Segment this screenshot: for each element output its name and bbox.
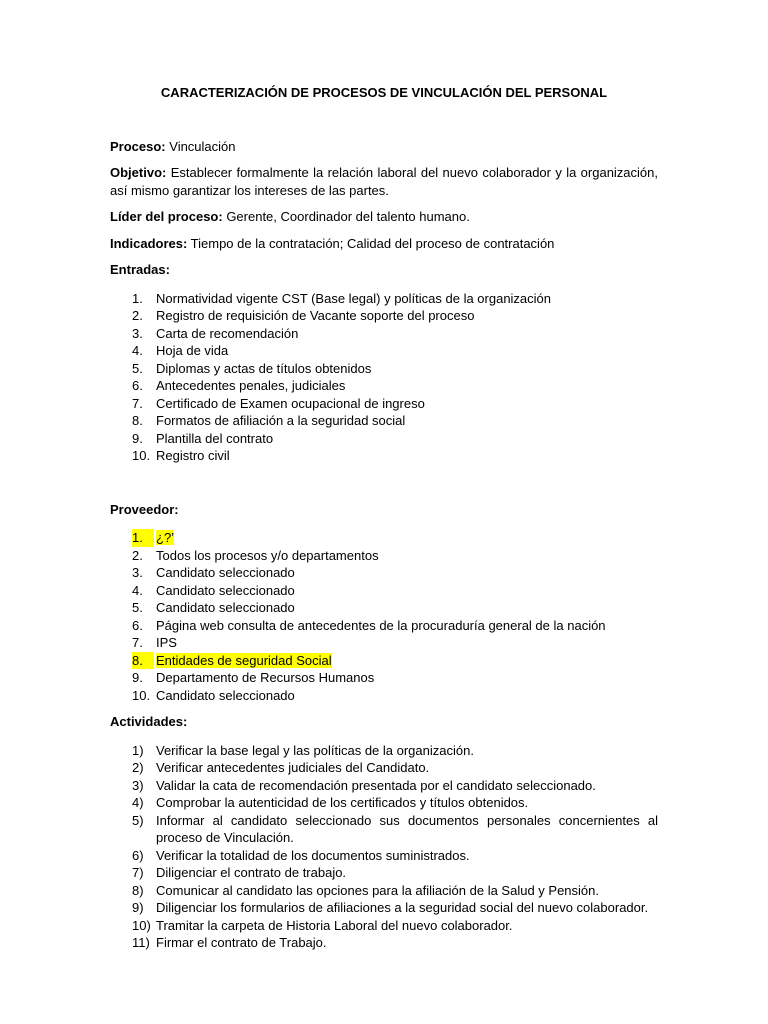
entradas-item-text: Hoja de vida <box>156 343 229 358</box>
proveedor-item-number: 4. <box>132 582 143 598</box>
proveedor-item-text: Todos los procesos y/o departamentos <box>156 547 379 563</box>
actividades-item-number: 2) <box>132 760 144 775</box>
proveedor-item <box>110 529 658 547</box>
entradas-item-number: 4. <box>132 343 143 358</box>
actividades-list <box>110 742 658 952</box>
proveedor-item <box>110 687 658 705</box>
proveedor-item-number: 6. <box>132 617 143 633</box>
spacer <box>110 704 658 713</box>
actividades-item <box>110 882 658 900</box>
entradas-item-text: Antecedentes penales, judiciales <box>156 378 346 393</box>
proveedor-item-number: 9. <box>132 670 143 685</box>
actividades-item <box>110 812 658 847</box>
proveedor-item-text: Departamento de Recursos Humanos <box>156 670 375 685</box>
entradas-item-number: 8. <box>132 413 143 428</box>
proveedor-item <box>110 634 658 652</box>
entradas-heading: Entradas: <box>110 262 170 277</box>
entradas-list <box>110 290 658 465</box>
actividades-item-number: 6) <box>132 847 144 863</box>
entradas-item-number: 9. <box>132 430 143 446</box>
document-title: CARACTERIZACIÓN DE PROCESOS DE VINCULACIÓN DEL PERSONAL <box>160 85 608 100</box>
proveedor-item <box>110 617 658 635</box>
actividades-item-number: 7) <box>132 865 144 880</box>
field-indicadores-value: Tiempo de la contratación; Calidad del proceso de contratación <box>187 235 555 251</box>
actividades-item-text: Informar al candidato seleccionado sus documentos personales concernientes al proceso de Vinculación. <box>156 812 658 845</box>
field-proceso-label: Proceso: <box>110 138 166 154</box>
actividades-item-number: 8) <box>132 882 144 898</box>
entradas-item <box>110 430 658 448</box>
proveedor-item-text: Candidato seleccionado <box>156 582 295 598</box>
actividades-item-text: Tramitar la carpeta de Historia Laboral del nuevo colaborador. <box>156 917 513 933</box>
spacer <box>110 465 658 501</box>
actividades-item-text: Verificar la totalidad de los documentos suministrados. <box>156 847 470 863</box>
actividades-item <box>110 794 658 812</box>
proveedor-item <box>110 652 658 670</box>
actividades-item-number: 10) <box>132 917 151 933</box>
proveedor-item-number: 2. <box>132 547 143 563</box>
entradas-item <box>110 447 658 465</box>
proveedor-item-text: Página web consulta de antecedentes de la procuraduría general de la nación <box>156 617 606 633</box>
actividades-item <box>110 759 658 777</box>
actividades-item-text: Firmar el contrato de Trabajo. <box>156 935 327 950</box>
field-indicadores <box>110 235 658 253</box>
proveedor-item-text: Entidades de seguridad Social <box>156 652 332 668</box>
entradas-item-text: Normatividad vigente CST (Base legal) y políticas de la organización <box>156 290 552 306</box>
document-content <box>110 84 658 952</box>
entradas-item-number: 3. <box>132 325 143 341</box>
entradas-item <box>110 412 658 430</box>
actividades-item-text: Diligenciar los formularios de afiliaciones a la seguridad social del nuevo colaborador. <box>156 900 649 915</box>
proveedor-item-number: 1. <box>132 529 154 547</box>
entradas-item <box>110 377 658 395</box>
proveedor-item-text: Candidato seleccionado <box>156 565 295 580</box>
proveedor-item <box>110 599 658 617</box>
actividades-item <box>110 864 658 882</box>
actividades-item-text: Verificar la base legal y las políticas de la organización. <box>156 742 474 758</box>
actividades-item <box>110 847 658 865</box>
entradas-item-number: 1. <box>132 290 143 306</box>
proveedor-item-number: 10. <box>132 687 151 703</box>
actividades-item <box>110 742 658 760</box>
entradas-item-number: 7. <box>132 395 143 411</box>
entradas-item <box>110 395 658 413</box>
proveedor-item <box>110 564 658 582</box>
actividades-item <box>110 917 658 935</box>
field-lider-value: Gerente, Coordinador del talento humano. <box>222 209 470 224</box>
actividades-item-number: 11) <box>132 935 150 950</box>
actividades-item-text: Verificar antecedentes judiciales del Candidato. <box>156 760 430 775</box>
proveedor-item-number: 3. <box>132 565 143 580</box>
proveedor-item-text: ¿?’ <box>156 530 175 545</box>
entradas-item <box>110 360 658 378</box>
entradas-item-text: Registro de requisición de Vacante soporte del proceso <box>156 308 475 323</box>
entradas-item-text: Certificado de Examen ocupacional de ingreso <box>156 395 425 411</box>
field-objetivo-value: Establecer formalmente la relación laboral del nuevo colaborador y la organización, así mismo garantizar los intereses de las partes. <box>110 165 658 198</box>
actividades-item-text: Comprobar la autenticidad de los certificados y títulos obtenidos. <box>156 795 529 810</box>
entradas-item <box>110 290 658 308</box>
proveedor-list <box>110 529 658 704</box>
actividades-item-number: 5) <box>132 812 144 828</box>
entradas-item <box>110 307 658 325</box>
proveedor-item <box>110 582 658 600</box>
actividades-item <box>110 934 658 952</box>
entradas-item-text: Formatos de afiliación a la seguridad social <box>156 413 406 428</box>
proveedor-item <box>110 547 658 565</box>
field-indicadores-label: Indicadores: <box>110 235 188 251</box>
proveedor-heading: Proveedor: <box>110 501 179 517</box>
actividades-item-number: 3) <box>132 777 144 793</box>
entradas-item-text: Carta de recomendación <box>156 325 299 341</box>
actividades-item <box>110 899 658 917</box>
proveedor-item-number: 7. <box>132 635 143 650</box>
proveedor-item-text: Candidato seleccionado <box>156 687 295 703</box>
entradas-item-number: 6. <box>132 378 143 393</box>
entradas-item-text: Plantilla del contrato <box>156 430 274 446</box>
actividades-item <box>110 777 658 795</box>
actividades-item-text: Comunicar al candidato las opciones para la afiliación de la Salud y Pensión. <box>156 882 599 898</box>
entradas-item-text: Registro civil <box>156 448 230 463</box>
actividades-item-number: 9) <box>132 900 144 915</box>
entradas-item <box>110 342 658 360</box>
proveedor-item-number: 5. <box>132 600 143 615</box>
entradas-item-text: Diplomas y actas de títulos obtenidos <box>156 360 372 376</box>
field-objetivo-label: Objetivo: <box>110 165 167 180</box>
actividades-item-text: Validar la cata de recomendación presentada por el candidato seleccionado. <box>156 777 596 793</box>
field-lider-label: Líder del proceso: <box>110 209 223 224</box>
entradas-item-number: 5. <box>132 360 143 376</box>
actividades-item-text: Diligenciar el contrato de trabajo. <box>156 865 347 880</box>
proveedor-item <box>110 669 658 687</box>
field-proceso <box>110 138 658 156</box>
field-lider <box>110 208 658 226</box>
field-objetivo <box>110 164 658 199</box>
entradas-item <box>110 325 658 343</box>
proveedor-item-number: 8. <box>132 652 154 670</box>
proveedor-item-text: Candidato seleccionado <box>156 600 295 615</box>
actividades-item-number: 4) <box>132 795 144 810</box>
field-proceso-value: Vinculación <box>165 138 236 154</box>
entradas-item-number: 10. <box>132 448 151 463</box>
actividades-item-number: 1) <box>132 742 144 758</box>
actividades-heading: Actividades: <box>110 714 188 729</box>
entradas-item-number: 2. <box>132 308 143 323</box>
proveedor-item-text: IPS <box>156 635 177 650</box>
